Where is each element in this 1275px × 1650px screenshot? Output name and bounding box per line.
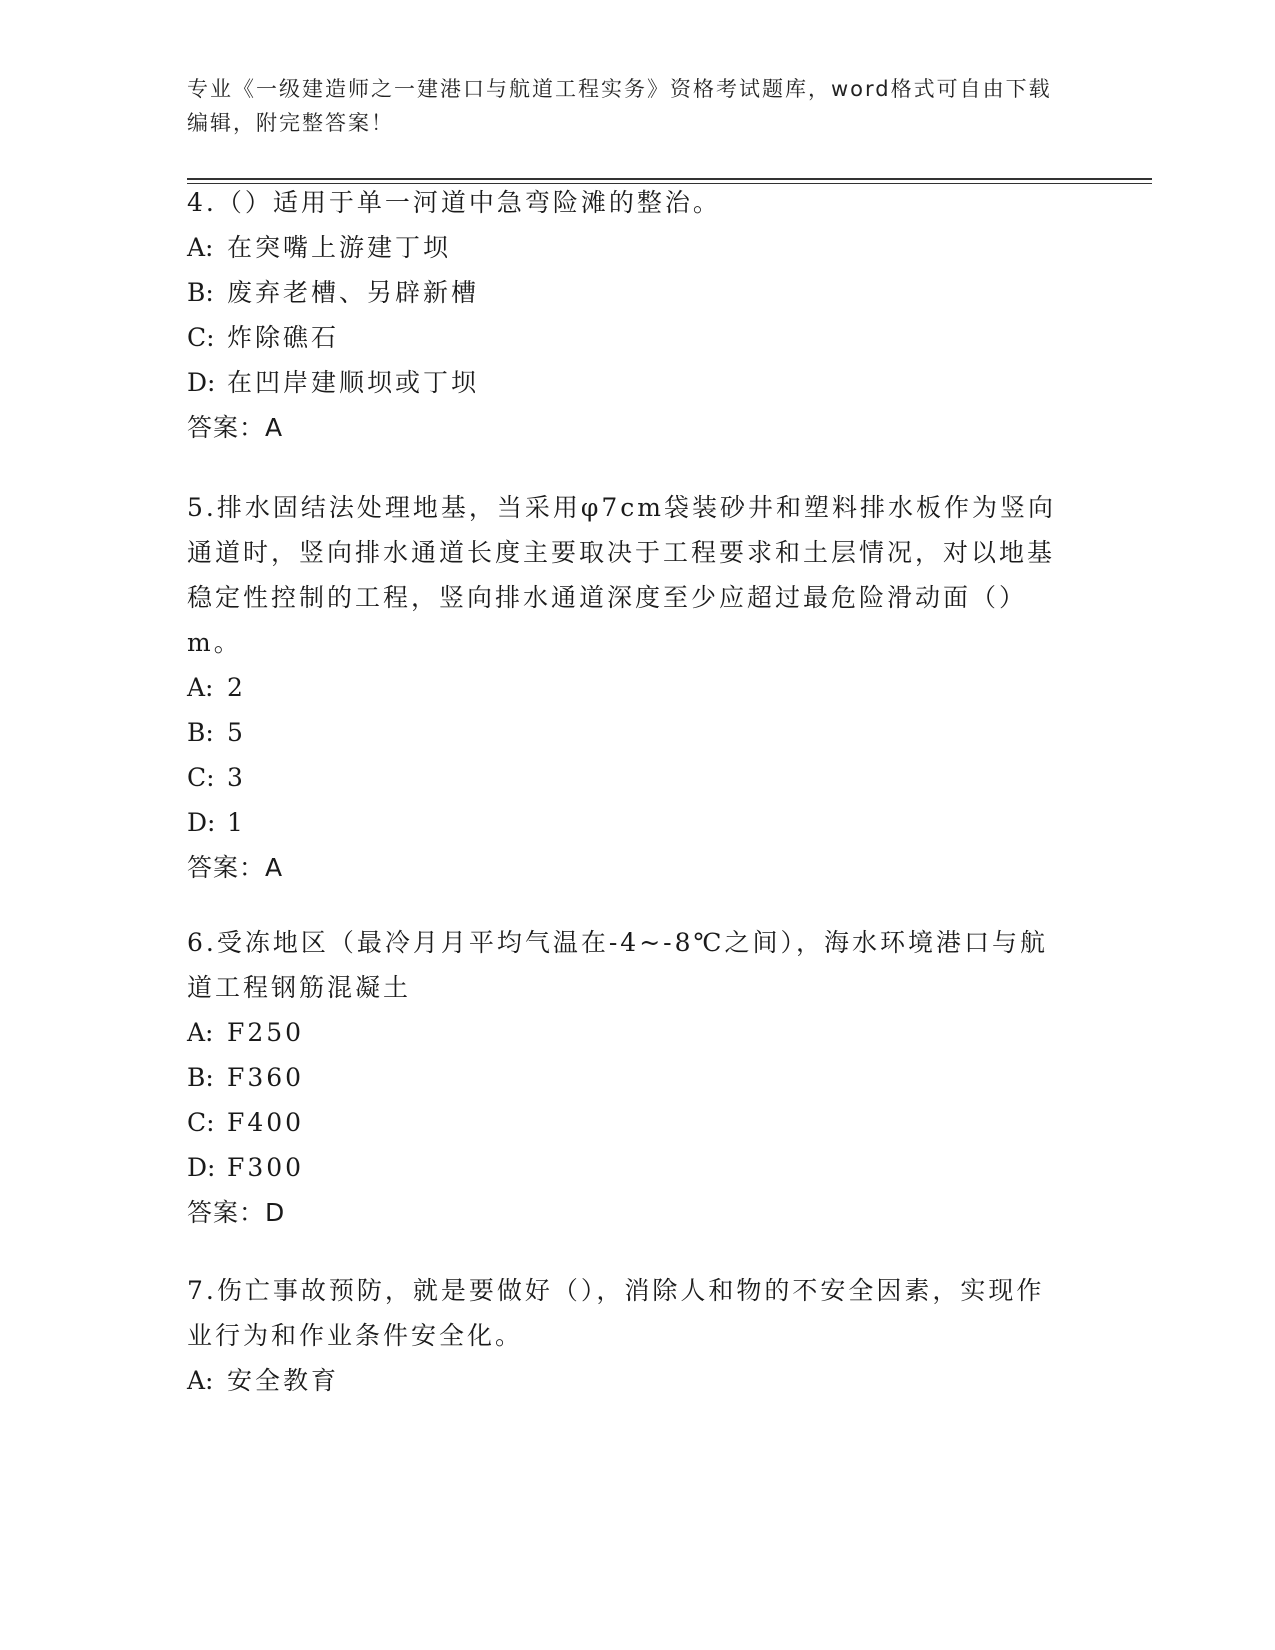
option-text: F300 (227, 1153, 305, 1182)
option-label: D: (187, 368, 216, 397)
option-text: 安全教育 (227, 1366, 340, 1395)
option-text: 2 (227, 673, 246, 702)
option-label: B: (187, 278, 214, 307)
option-a (187, 665, 1067, 710)
option-c (187, 1100, 1067, 1145)
option-text: F250 (227, 1018, 305, 1047)
option-label: D: (187, 808, 216, 837)
option-b (187, 270, 1067, 315)
option-label: B: (187, 1063, 214, 1092)
option-text: 3 (227, 763, 246, 792)
option-label: A: (187, 1018, 214, 1047)
option-b (187, 1055, 1067, 1100)
option-d (187, 1145, 1067, 1190)
question-6 (187, 920, 1067, 1235)
answer: 答案：D (187, 1198, 286, 1227)
option-a (187, 225, 1067, 270)
document-header: 专业《一级建造师之一建港口与航道工程实务》资格考试题库，word格式可自由下载编辑，附完整答案！ (187, 77, 1052, 135)
question-stem: 5.排水固结法处理地基，当采用φ7cm袋装砂井和塑料排水板作为竖向通道时，竖向排水通道长度主要取决于工程要求和土层情况，对以地基稳定性控制的工程，竖向排水通道深度至少应超过最危险滑动面（）m。 (187, 493, 1056, 657)
option-d (187, 800, 1067, 845)
option-text: F400 (227, 1108, 305, 1137)
option-label: C: (187, 1108, 215, 1137)
question-5 (187, 485, 1067, 890)
question-stem: 7.伤亡事故预防，就是要做好（），消除人和物的不安全因素，实现作业行为和作业条件安全化。 (187, 1276, 1045, 1350)
option-a (187, 1358, 1067, 1403)
option-label: C: (187, 323, 215, 352)
option-label: B: (187, 718, 214, 747)
option-d (187, 360, 1067, 405)
question-7 (187, 1268, 1067, 1403)
question-stem: 4.（）适用于单一河道中急弯险滩的整治。 (187, 188, 721, 217)
option-text: 在凹岸建顺坝或丁坝 (227, 368, 480, 397)
option-label: A: (187, 1366, 214, 1395)
option-text: 1 (227, 808, 246, 837)
option-text: 废弃老槽、另辟新槽 (227, 278, 480, 307)
answer: 答案：A (187, 853, 284, 882)
option-c (187, 315, 1067, 360)
option-text: 5 (227, 718, 246, 747)
option-label: A: (187, 673, 214, 702)
option-label: A: (187, 233, 214, 262)
option-text: 炸除礁石 (227, 323, 340, 352)
answer: 答案：A (187, 413, 284, 442)
option-c (187, 755, 1067, 800)
option-label: C: (187, 763, 215, 792)
option-text: F360 (227, 1063, 305, 1092)
question-stem: 6.受冻地区（最冷月月平均气温在-4~-8℃之间），海水环境港口与航道工程钢筋混凝土 (187, 928, 1048, 1002)
option-text: 在突嘴上游建丁坝 (227, 233, 452, 262)
question-4 (187, 180, 1067, 450)
option-b (187, 710, 1067, 755)
option-label: D: (187, 1153, 216, 1182)
option-a (187, 1010, 1067, 1055)
